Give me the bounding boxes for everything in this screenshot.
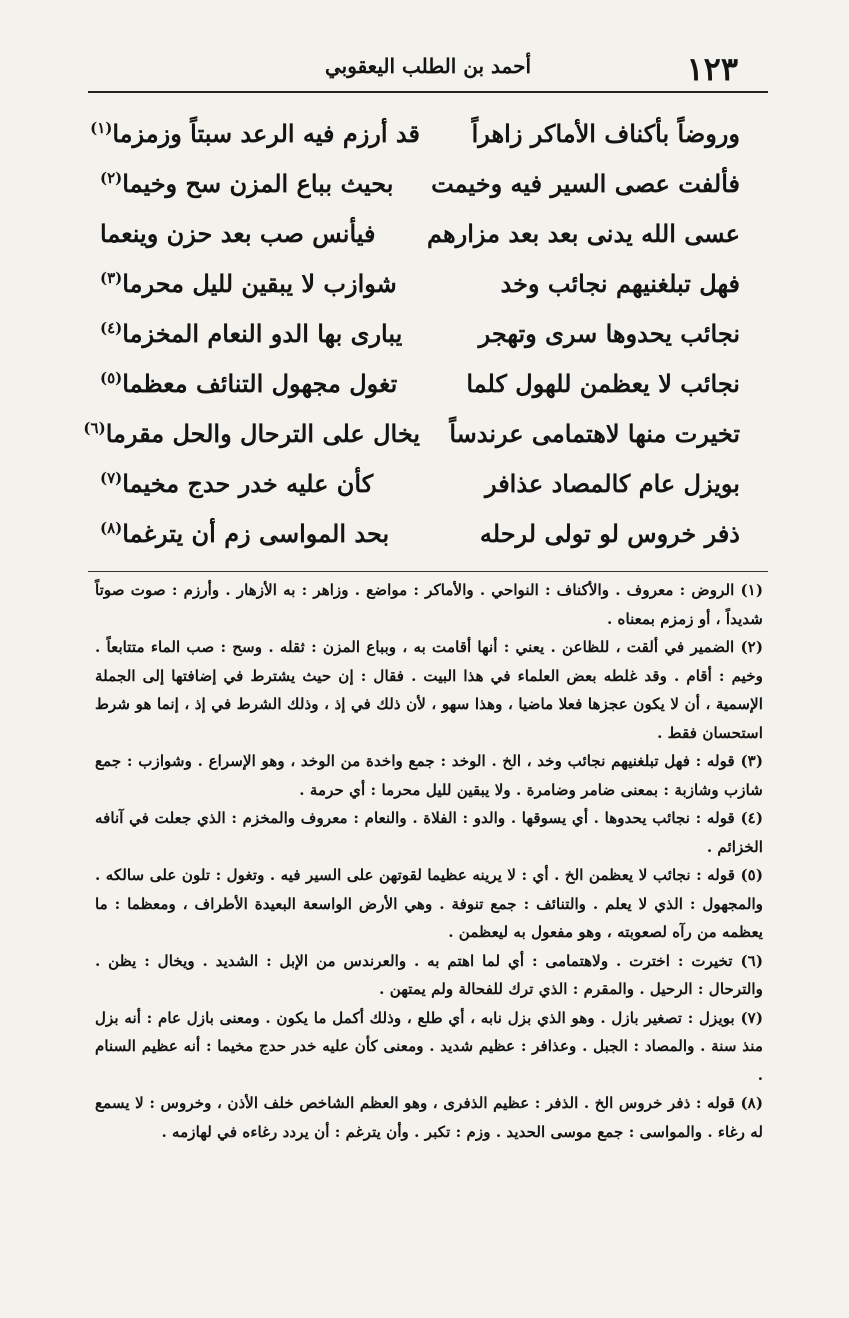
verse-second-hemistich <box>83 418 420 448</box>
footnote-ref: (٦) <box>83 418 106 437</box>
verse-second-text: فيأنس صب بعد حزن وينعما <box>100 218 376 248</box>
footnote-ref: (٧) <box>100 468 123 487</box>
verse-second-hemistich <box>100 219 420 248</box>
page-number: ١٢٣ <box>686 50 738 88</box>
footnote: (٢) الضمير في ألقت ، للظاعن . يعني : أنها أقامت به ، وبباع المزن : ثقله . وسح : صب الماء متتابعاً . وخيم : أقام . وقد غلطه بعض العلماء في هذا البيت . فقال : إن حيث يشترط في إضافتها إلى الجملة الإسمية ، أن لا يكون عجزها فعلا ماضيا ، وهذا سهو ، لأن ذلك في إذ ، وذلك الشرط في إذ ، إنما هو شرط استحسان فقط . <box>95 638 763 742</box>
footnotes <box>95 576 763 1146</box>
poem <box>83 108 740 558</box>
verse-second-text: بحد المواسى زم أن يترغما <box>122 518 390 548</box>
verse-second-text: يخال على الترحال والحل مقرما <box>105 418 420 448</box>
verse-second-text: بحيث بباع المزن سح وخيما <box>122 168 394 198</box>
verse-second-hemistich <box>100 369 420 398</box>
footnote-rule <box>88 571 768 572</box>
verse <box>100 458 740 508</box>
verse-first-hemistich: فألفت عصى السير فيه وخيمت <box>431 168 740 198</box>
footnote-ref: (٨) <box>100 518 123 537</box>
page-header <box>88 42 768 92</box>
running-title: أحمد بن الطلب اليعقوبي <box>325 54 531 78</box>
verse-second-hemistich <box>100 269 420 298</box>
verse-first-hemistich: ذفر خروس لو تولى لرحله <box>479 518 740 548</box>
verse <box>100 358 740 408</box>
verse-second-text: شوازب لا يبقين لليل محرما <box>122 268 397 298</box>
verse-first-hemistich: عسى الله يدنى بعد بعد مزارهم <box>427 218 740 248</box>
footnote-ref: (٥) <box>100 368 123 387</box>
verse-second-hemistich <box>100 519 420 548</box>
footnote: (٧) بويزل : تصغير بازل . وهو الذي بزل نابه ، أي طلع ، وذلك أكمل ما يكون . ومعنى بازل عام : أنه بزل منذ سنة . والمصاد : الجبل . وعذافر : عظيم شديد . ومعنى كأن عليه خدر حدج مخيما : أنه عظيم السنام . <box>95 1008 763 1084</box>
verse-second-hemistich <box>100 319 420 348</box>
verse-second-text: كأن عليه خدر حدج مخيما <box>122 468 374 498</box>
footnote: (٤) قوله : نجائب يحدوها . أي يسوقها . والدو : الفلاة . والنعام : معروف والمخزم : الذي جعلت في آنافه الخزائم . <box>95 809 763 856</box>
header-rule <box>88 91 768 93</box>
verse-first-hemistich: فهل تبلغنيهم نجائب وخد <box>500 268 740 298</box>
footnote-ref: (٢) <box>100 168 123 187</box>
verse-second-hemistich <box>100 469 420 498</box>
verse <box>100 308 740 358</box>
verse-first-hemistich: نجائب يحدوها سرى وتهجر <box>478 318 740 348</box>
verse-second-text: يبارى بها الدو النعام المخزما <box>122 318 403 348</box>
verse-second-hemistich <box>90 118 420 148</box>
footnote-ref: (٣) <box>100 268 123 287</box>
verse <box>100 158 740 208</box>
footnote: (٥) قوله : نجائب لا يعظمن الخ . أي : لا يرينه عظيما لقوتهن على السير فيه . وتغول : تلون على سالكه . والمجهول : الذي لا يعلم . والتنائف : جمع تنوفة . وهي الأرض الواسعة البعيدة الأطراف ، ومعظما : ما يعظمه من رآه لصعوبته ، وهو مفعول به ليعظمن . <box>95 866 763 941</box>
verse <box>100 508 740 558</box>
footnote-ref: (١) <box>90 118 113 137</box>
verse-second-text: قد أرزم فيه الرعد سبتاً وزمزما <box>112 118 420 148</box>
footnote: (٣) قوله : فهل تبلغنيهم نجائب وخد ، الخ . الوخد : جمع واخدة من الوخد ، وهو الإسراع . وشوازب : جمع شازب وشازبة : بمعنى ضامر وضامرة . ولا يبقين لليل محرما : أي حرمة . <box>95 752 763 799</box>
verse-first-hemistich: نجائب لا يعظمن للهول كلما <box>466 368 740 398</box>
footnote: (١) الروض : معروف . والأكناف : النواحي . والأماكر : مواضع . وزاهر : به الأزهار . وأرزم : صوت صوتاً شديداً ، أو زمزم بمعناه . <box>95 581 763 628</box>
verse <box>100 208 740 258</box>
verse <box>90 108 740 158</box>
verse-first-hemistich: تخيرت منها لاهتمامى عرندساً <box>449 418 740 448</box>
verse-first-hemistich: بويزل عام كالمصاد عذافر <box>484 468 740 498</box>
verse-first-hemistich: وروضاً بأكناف الأماكر زاهراً <box>471 118 740 148</box>
footnote: (٨) قوله : ذفر خروس الخ . الذفر : عظيم الذفرى ، وهو العظم الشاخص خلف الأذن ، وخروس : لا يسمع له رغاء . والمواسى : جمع موسى الحديد . وزم : تكبر . وأن يترغم : أن يردد رغاءه في لهازمه . <box>95 1094 763 1141</box>
verse-second-hemistich <box>100 169 420 198</box>
footnote-ref: (٤) <box>100 318 123 337</box>
verse <box>83 408 740 458</box>
footnote: (٦) تخيرت : اخترت . ولاهتمامى : أي لما اهتم به . والعرندس من الإبل : الشديد . ويخال : يظن . والترحال : الرحيل . والمقرم : الذي ترك للفحالة ولم يمتهن . <box>95 951 763 998</box>
verse-second-text: تغول مجهول التنائف معظما <box>122 368 398 398</box>
verse <box>100 258 740 308</box>
